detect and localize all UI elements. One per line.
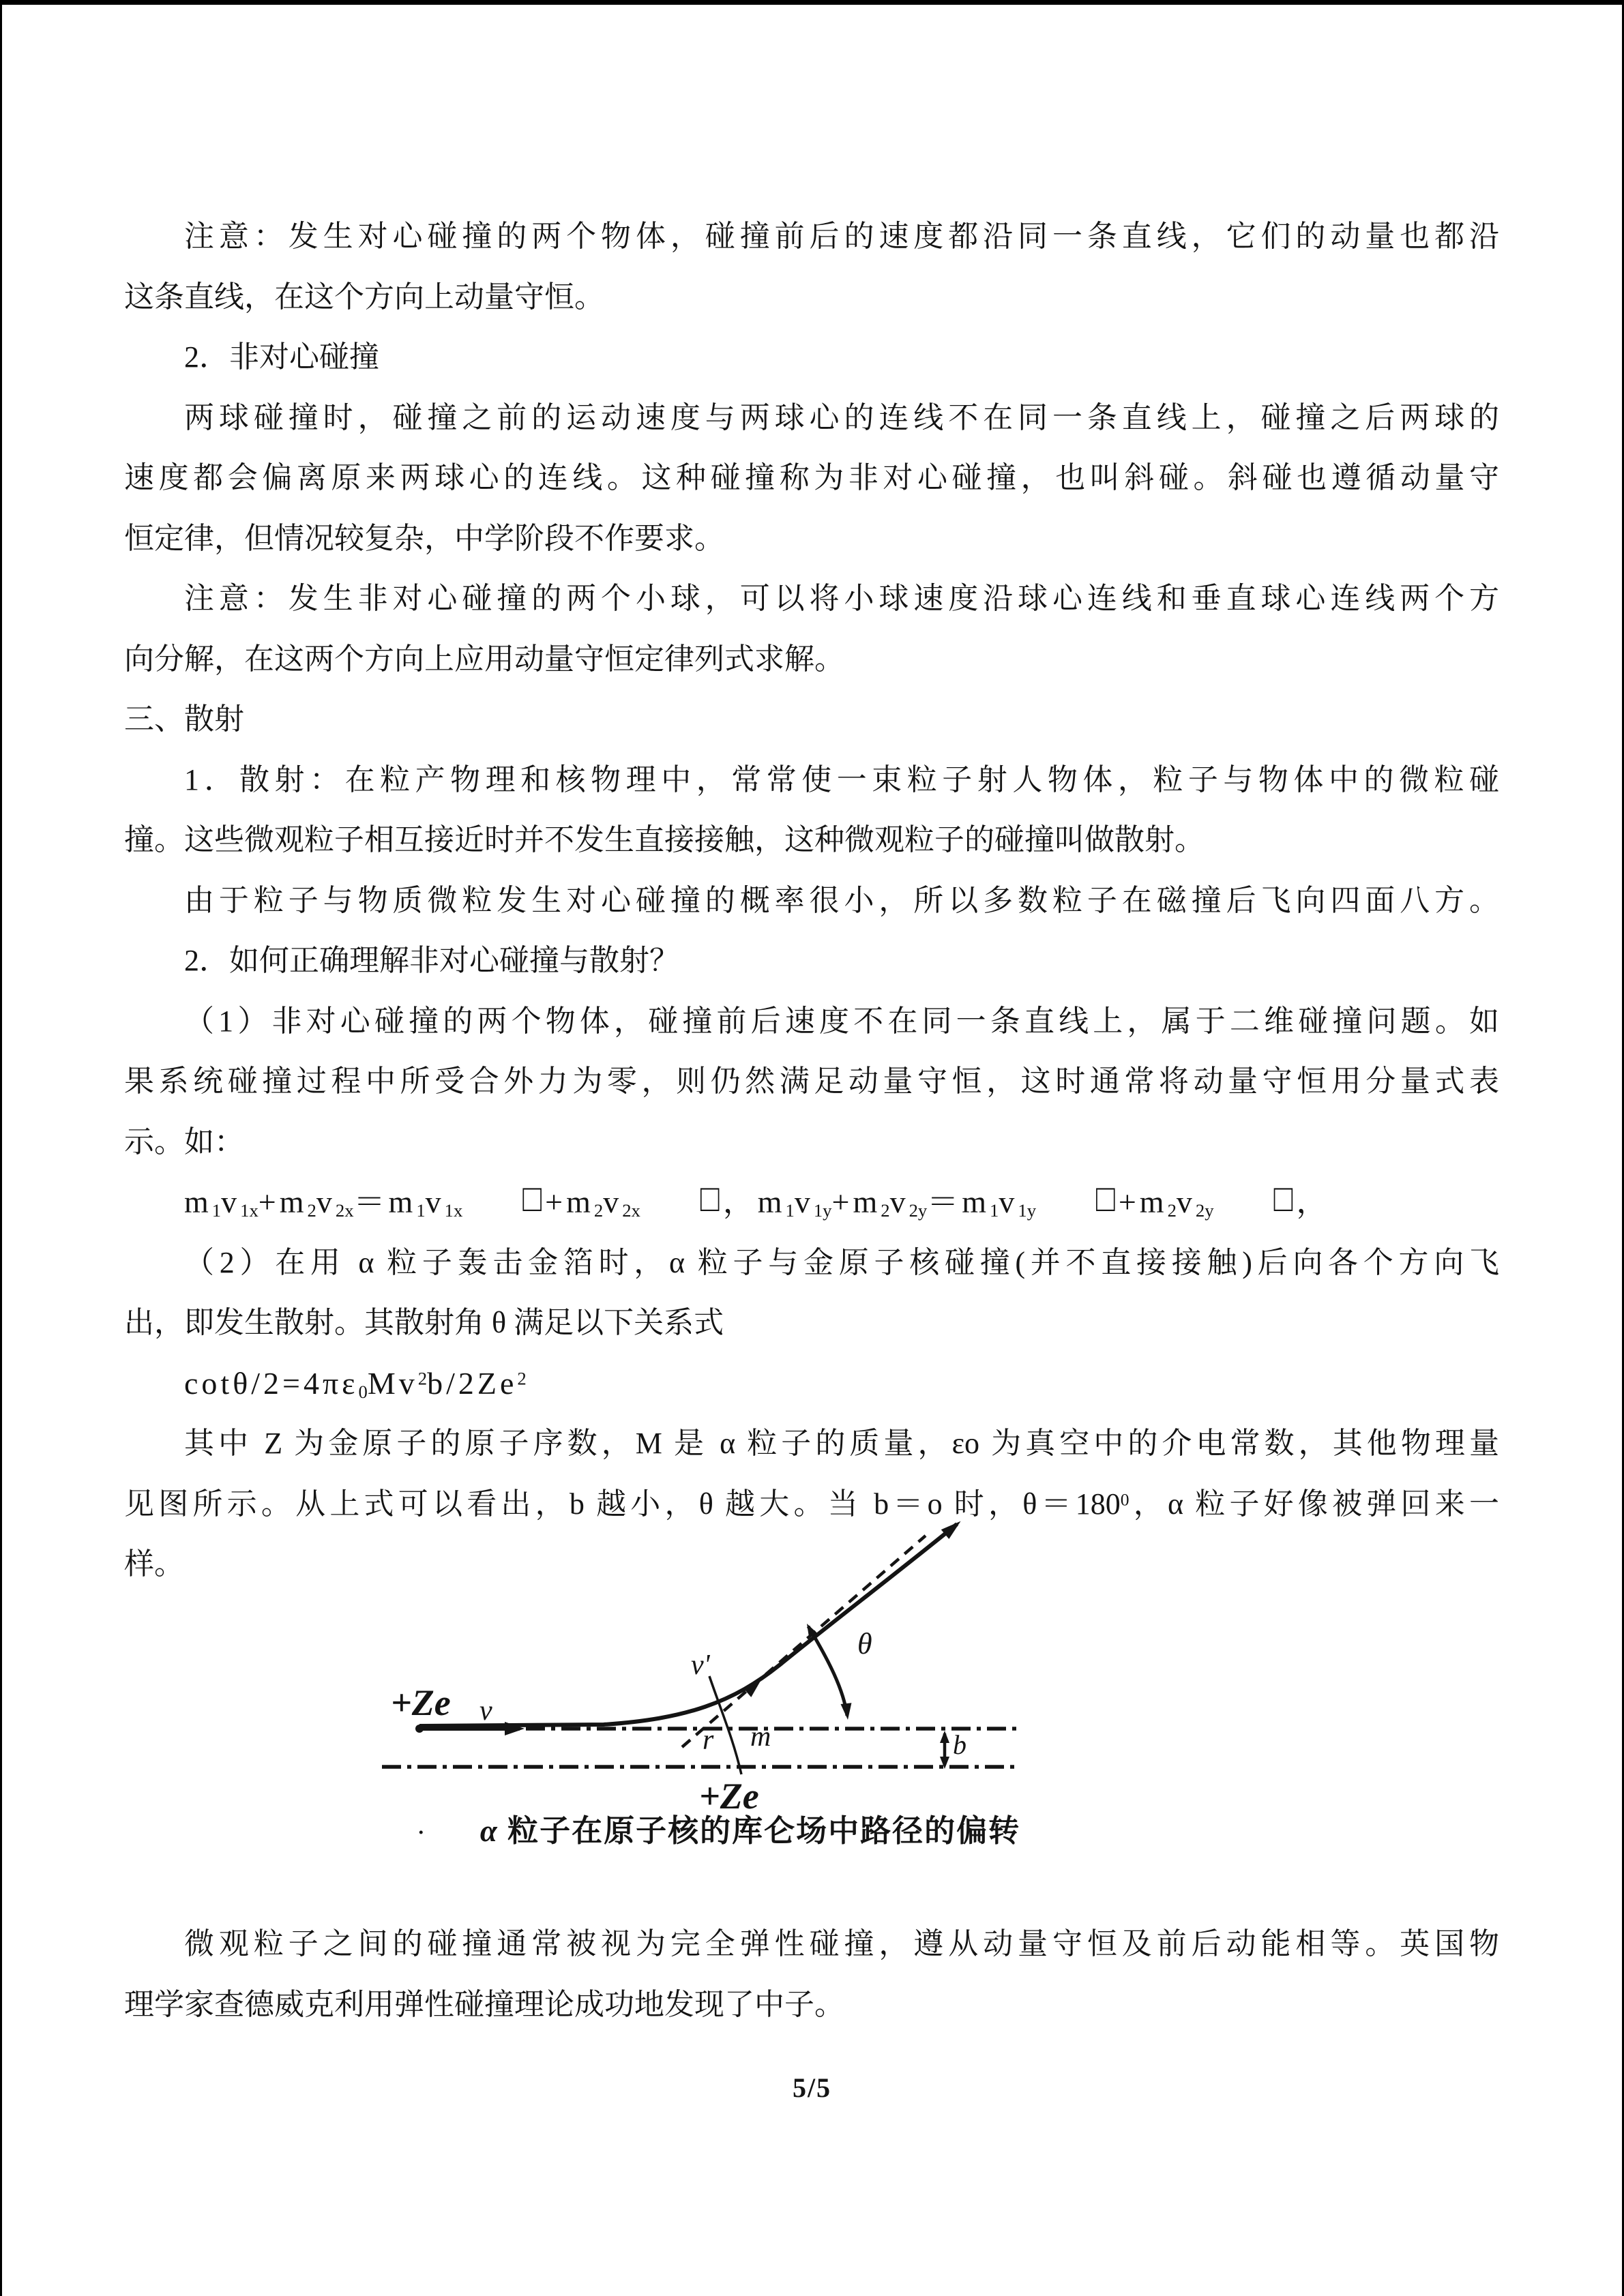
formula-sub: 2x [622, 1199, 640, 1221]
scattering-figure [365, 1507, 1033, 1814]
body-line-05: 速度都会偏离原来两球心的连线。这种碰撞称为非对心碰撞，也叫斜碰。斜碰也遵循动量守 [124, 461, 1499, 494]
trajectory-curve [419, 1524, 957, 1726]
theta-label: θ [857, 1627, 872, 1660]
formula-base: cotθ/2=4πε [184, 1365, 359, 1401]
scattered-direction-dashed-line [682, 1536, 926, 1747]
body-line-12: 由于粒子与物质微粒发生对心碰撞的概率很小，所以多数粒子在磁撞后飞向四面八方。 [184, 883, 1499, 917]
formula-base: v [603, 1184, 623, 1219]
formula-sub: 0 [358, 1381, 368, 1402]
formula-base: v [794, 1184, 814, 1219]
impact-parameter-top-arrowhead-icon [940, 1731, 949, 1743]
formula-base: m [279, 1184, 308, 1219]
alpha-charge-label: +Ze [391, 1682, 451, 1723]
body-line-11: 撞。这些微观粒子相互接近时并不发生直接接触，这种微观粒子的碰撞叫做散射。 [124, 823, 1205, 856]
formula-base: m [566, 1184, 594, 1219]
formula-sub: 2y [1195, 1199, 1214, 1221]
velocity-prime-label: v' [691, 1650, 710, 1681]
formula-comma: ， [722, 1184, 758, 1219]
body-line-10: 1．散射：在粒产物理和核物理中，常常使一束粒子射人物体，粒子与物体中的微粒碰 [184, 762, 1499, 796]
body-line-13: 2．如何正确理解非对心碰撞与散射？ [184, 944, 679, 977]
formula-sub: 1y [813, 1199, 832, 1221]
velocity-label: v [479, 1695, 492, 1727]
body-line-23: 样。 [124, 1547, 184, 1581]
caption-alpha-symbol: α [479, 1814, 499, 1848]
formula-base: v [316, 1184, 336, 1219]
formula-operator: ＝ [927, 1184, 962, 1219]
caption-leading-dot: . [417, 1809, 425, 1840]
mass-label: m [750, 1721, 771, 1753]
formula-base: m [962, 1184, 990, 1219]
body-line-07: 注意：发生非对心碰撞的两个小球，可以将小球速度沿球心连线和垂直球心连线两个方 [184, 582, 1499, 615]
figure-caption-text: 粒子在原子核的库仑场中路径的偏转 [507, 1814, 1021, 1848]
body-line-06: 恒定律，但情况较复杂，中学阶段不作要求。 [124, 521, 724, 555]
missing-glyph-box: □ [522, 1176, 546, 1219]
formula-sub: 2 [1167, 1199, 1177, 1221]
formula-operator: + [1118, 1184, 1140, 1219]
scan-edge-left [0, 0, 2, 2296]
figure-caption [409, 1806, 1091, 1850]
formula-base: m [388, 1184, 417, 1219]
nucleus-charge-label: +Ze [699, 1776, 759, 1814]
momentum-component-formula [124, 1172, 1499, 1233]
formula-base: m [1139, 1184, 1168, 1219]
formula-sub: 1x [444, 1199, 463, 1221]
formula-sub: 2 [881, 1199, 890, 1221]
formula-operator: + [258, 1184, 280, 1219]
formula-sub: 1 [785, 1199, 795, 1221]
body-line-22-text: 见图所示。从上式可以看出，b 越小，θ 越大。当 b＝o 时，θ＝180 [124, 1487, 1121, 1521]
formula-operator: ＝ [353, 1184, 389, 1219]
body-line-21: 其中 Z 为金原子的原子序数，M 是 α 粒子的质量，εo 为真空中的介电常数，其他物理量 [184, 1427, 1499, 1460]
formula-base: v [221, 1184, 241, 1219]
formula-sub: 1 [990, 1199, 999, 1221]
body-line-19: 出，即发生散射。其散射角 θ 满足以下关系式 [124, 1306, 724, 1339]
missing-glyph-box: □ [1096, 1176, 1119, 1219]
formula-sub: 2x [335, 1199, 354, 1221]
body-line-18: （2）在用 α 粒子轰击金箔时，α 粒子与金原子核碰撞(并不直接接触)后向各个方向飞 [184, 1245, 1499, 1279]
body-line-22-text: ，α 粒子好像被弹回来一 [1129, 1487, 1499, 1521]
body-line-24: 微观粒子之间的碰撞通常被视为完全弹性碰撞，遵从动量守恒及前后动能相等。英国物 [184, 1927, 1499, 1960]
formula-comma: ， [1296, 1184, 1331, 1219]
formula-operator: + [545, 1184, 567, 1219]
formula-sup: 2 [417, 1368, 428, 1389]
body-line-03-heading: 2．非对心碰撞 [184, 340, 379, 374]
body-line-08: 向分解，在这两个方向上应用动量守恒定律列式求解。 [124, 642, 844, 676]
body-line-16: 示。如： [124, 1124, 244, 1159]
formula-base: v [1176, 1184, 1196, 1219]
formula-base: b/2Ze [427, 1365, 518, 1401]
cotangent-formula [124, 1354, 1499, 1414]
page-number: 5/5 [792, 2072, 832, 2103]
formula-base: Mv [367, 1365, 418, 1401]
formula-base: m [184, 1184, 212, 1219]
body-line-15: 果系统碰撞过程中所受合外力为零，则仍然满足动量守恒，这时通常将动量守恒用分量式表 [124, 1064, 1499, 1098]
formula-sup: 2 [517, 1368, 527, 1389]
formula-base: v [999, 1184, 1018, 1219]
body-line-02: 这条直线，在这个方向上动量守恒。 [124, 280, 604, 314]
missing-glyph-box: □ [700, 1176, 723, 1219]
body-line-25: 理学家查德威克利用弹性碰撞理论成功地发现了中子。 [124, 1987, 844, 2021]
formula-sub: 2 [307, 1199, 316, 1221]
body-line-09-section-heading: 三、散射 [124, 702, 244, 736]
formula-sub: 1y [1018, 1199, 1037, 1221]
formula-operator: + [831, 1184, 853, 1219]
formula-base: v [889, 1184, 909, 1219]
body-line-14: （1）非对心碰撞的两个物体，碰撞前后速度不在同一条直线上，属于二维碰撞问题。如 [184, 1004, 1499, 1038]
formula-sub: 2y [909, 1199, 928, 1221]
formula-sub: 1x [240, 1199, 259, 1221]
formula-sub: 2 [593, 1199, 604, 1221]
scan-edge-top [0, 0, 1624, 5]
formula-sub: 1 [416, 1199, 426, 1221]
radius-line [709, 1676, 741, 1774]
body-line-04: 两球碰撞时，碰撞之前的运动速度与两球心的连线不在同一条直线上，碰撞之后两球的 [184, 400, 1499, 434]
degree-sup: 0 [1120, 1489, 1130, 1509]
theta-arc-bottom-arrowhead-icon [841, 1703, 853, 1720]
missing-glyph-box: □ [1273, 1176, 1297, 1219]
formula-base: m [757, 1184, 786, 1219]
main-text-block [124, 207, 1499, 1595]
formula-sub: 1 [211, 1199, 222, 1221]
radius-label: r [703, 1725, 714, 1756]
formula-base: v [425, 1184, 445, 1219]
impact-parameter-label: b [953, 1729, 966, 1760]
closing-text-block [124, 1914, 1499, 2035]
body-line-01: 注意：发生对心碰撞的两个物体，碰撞前后的速度都沿同一条直线，它们的动量也都沿 [184, 220, 1499, 253]
formula-base: m [853, 1184, 881, 1219]
